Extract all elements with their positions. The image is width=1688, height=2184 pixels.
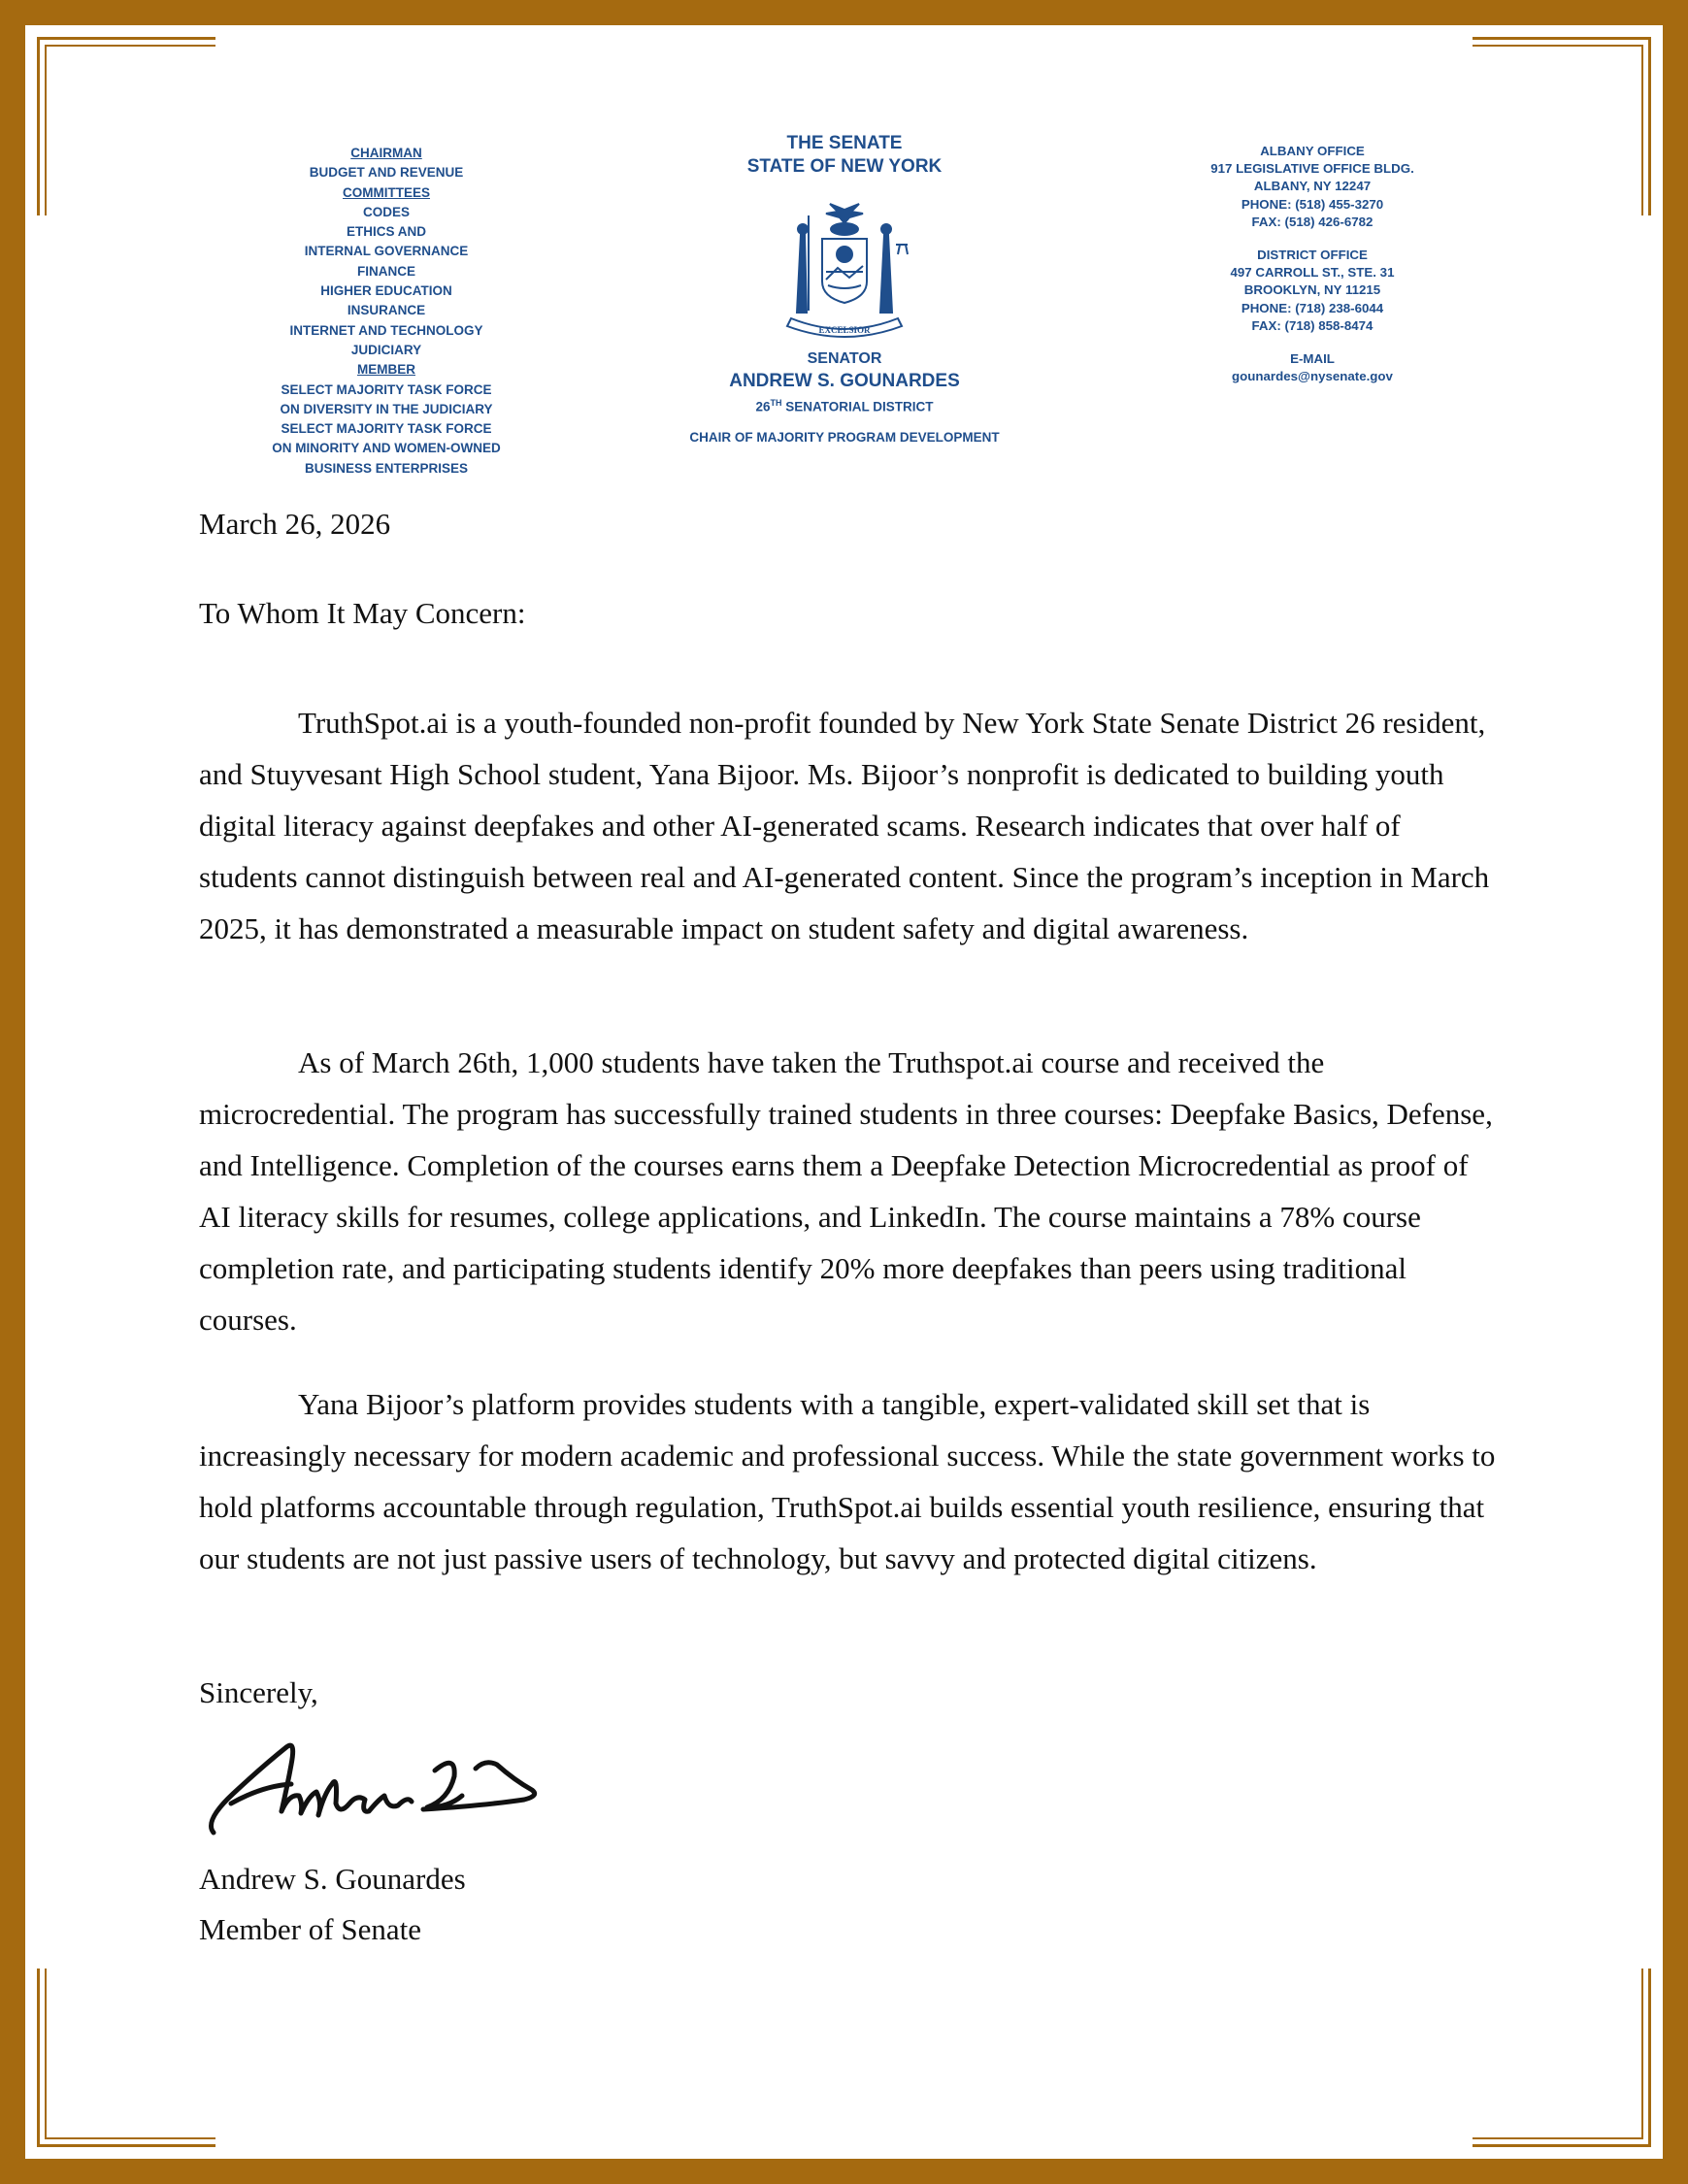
seal-motto: EXCELSIOR (818, 325, 871, 335)
district-address-line: 497 CARROLL ST., STE. 31 (1230, 265, 1395, 281)
committees-heading: COMMITTEES (343, 184, 430, 200)
member-heading: MEMBER (357, 362, 415, 378)
member-item: ON MINORITY AND WOMEN-OWNED (272, 441, 501, 456)
email-address[interactable]: gounardes@nysenate.gov (1232, 369, 1393, 384)
corner-bottom-right-v (1648, 1969, 1651, 2147)
district-suffix: TH (770, 398, 782, 408)
committee-item: ETHICS AND (346, 224, 426, 240)
committee-item: INTERNET AND TECHNOLOGY (289, 322, 483, 338)
committee-item: INSURANCE (347, 303, 426, 318)
corner-top-left-h (37, 37, 215, 40)
district-office-heading: DISTRICT OFFICE (1257, 248, 1368, 263)
member-item: ON DIVERSITY IN THE JUDICIARY (280, 401, 493, 416)
chair-role: CHAIR OF MAJORITY PROGRAM DEVELOPMENT (689, 429, 1000, 445)
member-item: SELECT MAJORITY TASK FORCE (281, 421, 492, 437)
corner-top-right-h (1473, 37, 1651, 40)
senatorial-district (612, 393, 1077, 417)
senator-name: ANDREW S. GOUNARDES (729, 371, 960, 391)
letterhead-contact (1186, 143, 1439, 385)
corner-top-left-h2 (45, 45, 215, 47)
corner-top-right-v (1648, 37, 1651, 215)
letter-paragraph: As of March 26th, 1,000 students have taken the Truthspot.ai course and received the microcredential. The program has successfully trained students in three courses: Deepfake Basics, Defense, and Intelligence. Completion of the courses earns them a Deepfake Detection Microcredential as proof of AI literacy skills for resumes, college applications, and LinkedIn. The course maintains a 78% course completion rate, and participating students identify 20% more deepfakes than peers using traditional courses. (199, 1045, 1493, 1337)
corner-bottom-right-h2 (1473, 2137, 1643, 2139)
letter-paragraph: TruthSpot.ai is a youth-founded non-profit founded by New York State Senate District 26 resident, and Stuyvesant High School student, Yana Bijoor. Ms. Bijoor’s nonprofit is dedicated to building youth digital literacy against deepfakes and other AI-generated scams. Research indicates that over half of students cannot distinguish between real and AI-generated content. Since the program’s inception in March 2025, it has demonstrated a measurable impact on student safety and digital awareness. (199, 706, 1490, 945)
letterhead-committees (241, 144, 532, 479)
district-number: 26 (755, 399, 771, 414)
corner-top-left-v (37, 37, 40, 215)
corner-top-right-h2 (1473, 45, 1643, 47)
corner-bottom-right-v2 (1641, 1969, 1643, 2139)
district-phone: PHONE: (718) 238-6044 (1241, 300, 1384, 315)
district-label: SENATORIAL DISTRICT (785, 399, 934, 414)
letter-paragraph: Yana Bijoor’s platform provides students with a tangible, expert-validated skill set that is increasingly necessary for modern academic and professional success. While the state government works to hold platforms accountable through regulation, TruthSpot.ai builds essential youth resilience, ensuring that our students are not just passive users of technology, but savvy and protected digital citizens. (199, 1387, 1496, 1575)
nys-seal-icon (762, 196, 927, 342)
letter-salutation: To Whom It May Concern: (199, 596, 526, 630)
corner-bottom-left-h (37, 2144, 215, 2147)
member-item: BUSINESS ENTERPRISES (304, 460, 469, 476)
chairman-item: BUDGET AND REVENUE (309, 165, 464, 181)
senator-title: SENATOR (807, 350, 882, 367)
signature-icon (194, 1726, 544, 1842)
corner-bottom-left-v (37, 1969, 40, 2147)
committee-item: INTERNAL GOVERNANCE (304, 244, 469, 259)
albany-fax: FAX: (518) 426-6782 (1251, 214, 1374, 229)
letterhead-center (612, 132, 1077, 447)
albany-address-line: ALBANY, NY 12247 (1253, 179, 1372, 194)
senate-title-line1: THE SENATE (786, 133, 903, 153)
corner-bottom-left-h2 (45, 2137, 215, 2139)
member-item: SELECT MAJORITY TASK FORCE (281, 381, 492, 397)
senate-title-line2: STATE OF NEW YORK (746, 156, 943, 177)
letter-date: March 26, 2026 (199, 507, 391, 541)
corner-bottom-left-v2 (45, 1969, 47, 2139)
signer-title: Member of Senate (199, 1912, 421, 1946)
signer-name: Andrew S. Gounardes (199, 1862, 466, 1896)
email-heading: E-MAIL (1290, 351, 1335, 367)
chairman-heading: CHAIRMAN (350, 146, 422, 160)
letter-closing: Sincerely, (199, 1675, 318, 1709)
corner-bottom-right-h (1473, 2144, 1651, 2147)
albany-phone: PHONE: (518) 455-3270 (1241, 196, 1384, 212)
albany-office-heading: ALBANY OFFICE (1260, 144, 1365, 158)
committee-item: HIGHER EDUCATION (320, 283, 452, 299)
corner-top-right-v2 (1641, 45, 1643, 215)
committee-item: CODES (362, 204, 410, 219)
committee-item: JUDICIARY (350, 342, 422, 357)
albany-address-line: 917 LEGISLATIVE OFFICE BLDG. (1210, 161, 1414, 177)
committee-item: FINANCE (357, 263, 415, 279)
corner-top-left-v2 (45, 45, 47, 215)
district-fax: FAX: (718) 858-8474 (1251, 317, 1374, 333)
district-address-line: BROOKLYN, NY 11215 (1243, 282, 1381, 298)
